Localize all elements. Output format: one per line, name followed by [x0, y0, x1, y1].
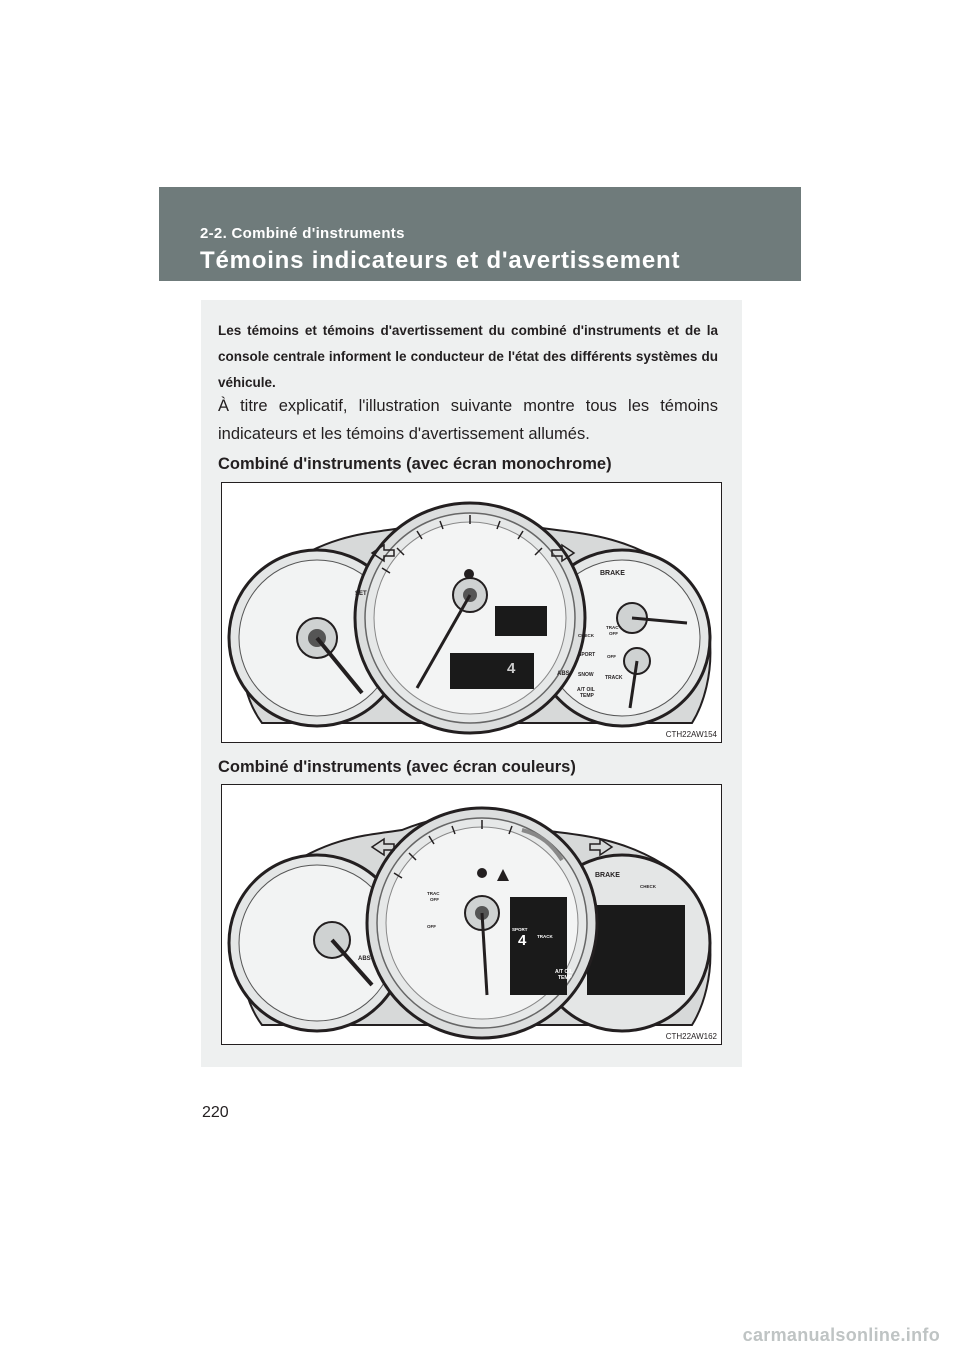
gear-indicator: 4: [518, 932, 527, 949]
off-label: OFF: [607, 654, 616, 659]
off-label: OFF: [427, 924, 436, 929]
figure-color-cluster: [221, 784, 722, 1045]
trac-label-2: OFF: [430, 897, 439, 902]
brake-label: BRAKE: [595, 872, 620, 879]
cluster-illustration-monochrome: [222, 483, 722, 743]
figure2-heading: Combiné d'instruments (avec écran couleurs): [218, 758, 576, 776]
content-panel: [201, 300, 742, 1067]
section-header: [159, 187, 801, 281]
track-label: TRACK: [605, 675, 623, 681]
figure1-heading: Combiné d'instruments (avec écran monochrome): [218, 455, 612, 473]
sport-label: SPORT: [512, 927, 528, 932]
page-title: Témoins indicateurs et d'avertissement: [200, 247, 681, 274]
track-label: TRACK: [537, 934, 553, 939]
body-paragraph: À titre explicatif, l'illustration suivante montre tous les témoins indicateurs et les témoins d'avertissement allumés.: [218, 397, 718, 443]
gear-indicator: 4: [507, 660, 516, 677]
figure2-code: CTH22AW162: [665, 1032, 717, 1041]
at-oil-label-1: A/T OIL: [577, 687, 595, 693]
abs-label: ABS: [358, 956, 371, 962]
snow-label: SNOW: [578, 672, 594, 678]
check-label: CHECK: [578, 633, 595, 638]
trac-label-1: TRAC: [606, 625, 619, 630]
set-label: SET: [355, 591, 367, 597]
figure-monochrome-cluster: [221, 482, 722, 743]
at-oil-label-2: TEMP: [580, 693, 594, 699]
at-oil-label-1: A/T OIL: [555, 969, 573, 975]
section-label: 2-2. Combiné d'instruments: [200, 225, 405, 242]
trac-label-2: OFF: [609, 631, 618, 636]
page-number: 220: [202, 1104, 229, 1121]
figure1-code: CTH22AW154: [665, 730, 717, 739]
watermark: carmanualsonline.info: [742, 1325, 940, 1345]
check-label: CHECK: [640, 884, 657, 889]
at-oil-label-2: TEMP: [558, 975, 572, 981]
brake-label: BRAKE: [600, 570, 625, 577]
cluster-illustration-color: [222, 785, 722, 1045]
sport-label: SPORT: [578, 652, 596, 658]
trac-label-1: TRAC: [427, 891, 440, 896]
abs-label: ABS: [557, 671, 570, 677]
intro-paragraph: Les témoins et témoins d'avertissement du combiné d'instruments et de la console centrale informent le conducteur de l'état des différents systèmes du véhicule.: [218, 323, 718, 390]
